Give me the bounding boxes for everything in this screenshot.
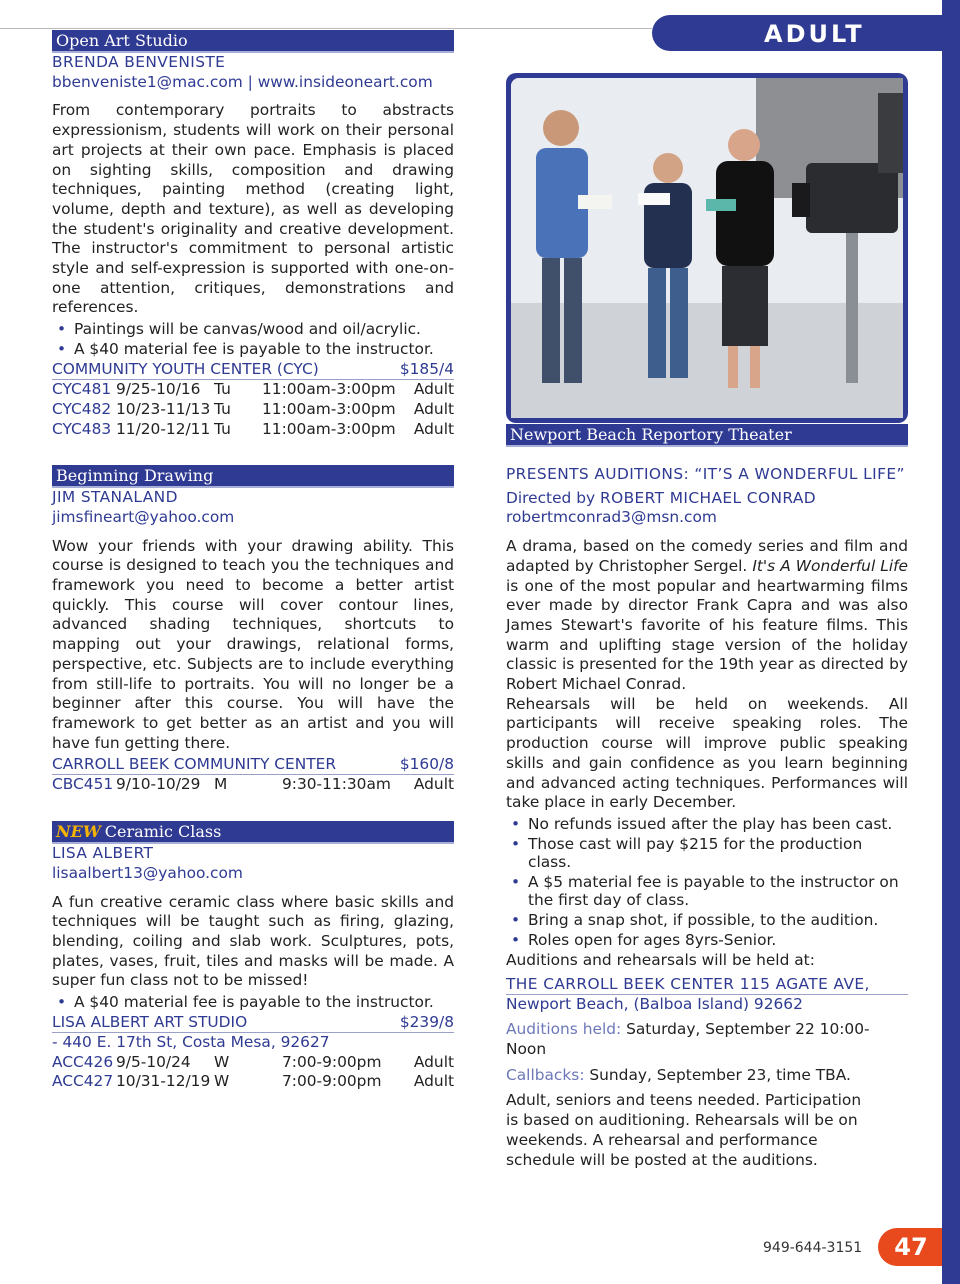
schedule-row [52,775,454,795]
instructor-contact[interactable]: lisaalbert13@yahoo.com [52,863,243,882]
directed-label: Directed by [506,488,600,507]
left-column [52,30,454,1092]
time: 7:00-9:00pm [282,1052,382,1071]
day: Tu [214,380,231,399]
day: W [214,1052,230,1071]
day: W [214,1072,230,1091]
instructor-name: LISA ALBERT [52,844,154,863]
section-title-open-art: Open Art Studio [52,30,454,53]
venue-city: Newport Beach, (Balboa Island) 92662 [506,994,803,1013]
location-row [52,1013,454,1033]
schedule-row [52,420,454,440]
footer-phone: 949-644-3151 [763,1240,863,1256]
new-badge: NEW [56,822,101,842]
closing-text: Adult, seniors and teens needed. Participation is based on auditioning. Rehearsals will be on weekends. A rehearsal and performance schedule will be posted at the auditions. [506,1091,862,1169]
list-item: • A $5 material fee is payable to the instructor on the first day of class. [506,873,908,909]
schedule-row [52,400,454,420]
presents-line: PRESENTS AUDITIONS: “IT’S A WONDERFUL LIFE” [506,465,905,483]
schedule-row [52,380,454,400]
day: M [214,775,228,794]
age: Adult [413,1072,454,1091]
price: $160/8 [399,755,454,774]
play-title: It's A Wonderful Life [752,556,909,575]
course-description: A fun creative ceramic class where basic skills and techniques will be taught such as firing, glazing, blending, coiling and slab work. Sculptures, pots, plates, vases, fruit, tiles and masks will be made. A super fun class not to be missed! [52,892,454,990]
director-contact[interactable]: robertmconrad3@msn.com [506,508,717,527]
venue-name: THE CARROLL BEEK CENTER 115 AGATE AVE, [506,974,870,993]
day: Tu [214,419,231,438]
theater-description [506,537,908,695]
callbacks-label: Callbacks: [506,1065,585,1084]
list-item: • No refunds issued after the play has been cast. [506,815,908,833]
list-item: • Roles open for ages 8yrs-Senior. [506,931,908,949]
bullet-list [506,815,908,949]
location-name: COMMUNITY YOUTH CENTER (CYC) [52,360,319,379]
instructor-contact[interactable]: jimsfineart@yahoo.com [52,507,235,526]
location-address: - 440 E. 17th St, Costa Mesa, 92627 [52,1033,330,1052]
schedule-row [52,1053,454,1073]
price: $239/8 [399,1013,454,1032]
time: 11:00am-3:00pm [262,380,396,399]
course-code: CBC451 [52,775,114,794]
bullet-list [52,320,454,358]
top-rule [0,28,652,29]
auditions-value: Saturday, September 22 10:00-Noon [506,1020,870,1059]
course-code: ACC427 [52,1072,114,1091]
page-number: 47 [878,1228,942,1266]
side-bar [942,0,960,1284]
location-row [52,755,454,775]
course-code: CYC481 [52,380,112,399]
list-item: • Those cast will pay $215 for the production class. [506,835,908,871]
section-title-theater: Newport Beach Reportory Theater [506,424,908,447]
auditions-line [506,1020,908,1059]
list-item: • Bring a snap shot, if possible, to the audition. [506,911,908,929]
list-item: • Paintings will be canvas/wood and oil/acrylic. [52,320,454,338]
instructor-name: BRENDA BENVENISTE [52,53,226,71]
time: 9:30-11:30am [282,775,391,794]
dates: 10/31-12/19 [116,1072,211,1091]
age: Adult [413,1052,454,1071]
instructor-name: JIM STANALAND [52,488,178,507]
right-column [506,424,908,1170]
dates: 9/10-10/29 [116,775,201,794]
dates: 11/20-12/11 [116,419,211,438]
schedule-row [52,1072,454,1092]
location-name: LISA ALBERT ART STUDIO [52,1013,248,1032]
list-item: • A $40 material fee is payable to the instructor. [52,340,454,358]
location-row [52,360,454,380]
director-name: ROBERT MICHAEL CONRAD [599,488,817,507]
desc-text: A drama, based on the comedy series and film and adapted by Christopher Sergel. [506,537,908,575]
time: 7:00-9:00pm [282,1072,382,1091]
dates: 9/5-10/24 [116,1052,191,1071]
instructor-contact[interactable]: bbenveniste1@mac.com | www.insideoneart.com [52,72,433,91]
theater-description-2: Rehearsals will be held on weekends. All participants will receive speaking roles. The production course will improve public speaking skills and gain confidence as you learn beginning and advanced acting techniques. Performances will take place in early December. [506,694,908,812]
callbacks-value: Sunday, September 23, time TBA. [584,1065,851,1084]
day: Tu [214,399,231,418]
director-line [506,489,908,509]
dates: 9/25-10/16 [116,380,201,399]
list-item: • A $40 material fee is payable to the instructor. [52,993,454,1011]
held-at-text: Auditions and rehearsals will be held at: [506,950,815,969]
age: Adult [413,380,454,399]
age: Adult [413,775,454,794]
time: 11:00am-3:00pm [262,399,396,418]
section-tab: ADULT [652,15,960,51]
section-title-ceramic [52,821,454,844]
location-name: CARROLL BEEK COMMUNITY CENTER [52,755,337,774]
venue-row [506,975,908,995]
section-title-text: Ceramic Class [104,822,222,842]
section-title-drawing: Beginning Drawing [52,465,454,488]
dates: 10/23-11/13 [116,399,211,418]
price: $185/4 [399,360,454,379]
age: Adult [413,399,454,418]
desc-text: is one of the most popular and heartwarming films ever made by director Frank Capra and was also James Stewart's favorite of his feature films. This warm and uplifting stage version of the holiday classic is presented for the 19th year as directed by Robert Michael Conrad. [506,576,908,694]
callbacks-line [506,1066,908,1086]
time: 11:00am-3:00pm [262,419,396,438]
course-code: ACC426 [52,1052,114,1071]
course-code: CYC482 [52,399,112,418]
age: Adult [413,419,454,438]
course-description: Wow your friends with your drawing ability. This course is designed to teach you the techniques and framework you need to become a better artist quickly. This course will cover contour lines, advanced shading techniques, shortcuts to mapping out your drawings, relational forms, perspective, etc. Subjects are to include everything from still-life to portraits. You will no longer be a beginner after this course. You will have the framework to get better as an artist and you will have fun getting there. [52,536,454,752]
auditions-label: Auditions held: [506,1020,622,1039]
course-description: From contemporary portraits to abstracts expressionism, students will work on their personal art projects at their own pace. Emphasis is placed on sighting skills, composition and drawing techniques, painting method (creating light, volume, depth and texture), as well as developing the student's originality and creative development. The instructor's commitment to personal artistic style and self-expression is supported with one-on-one attention, critiques, demonstrations and references. [52,101,454,317]
theater-photo [506,73,908,423]
course-code: CYC483 [52,419,112,438]
bullet-list [52,993,454,1011]
